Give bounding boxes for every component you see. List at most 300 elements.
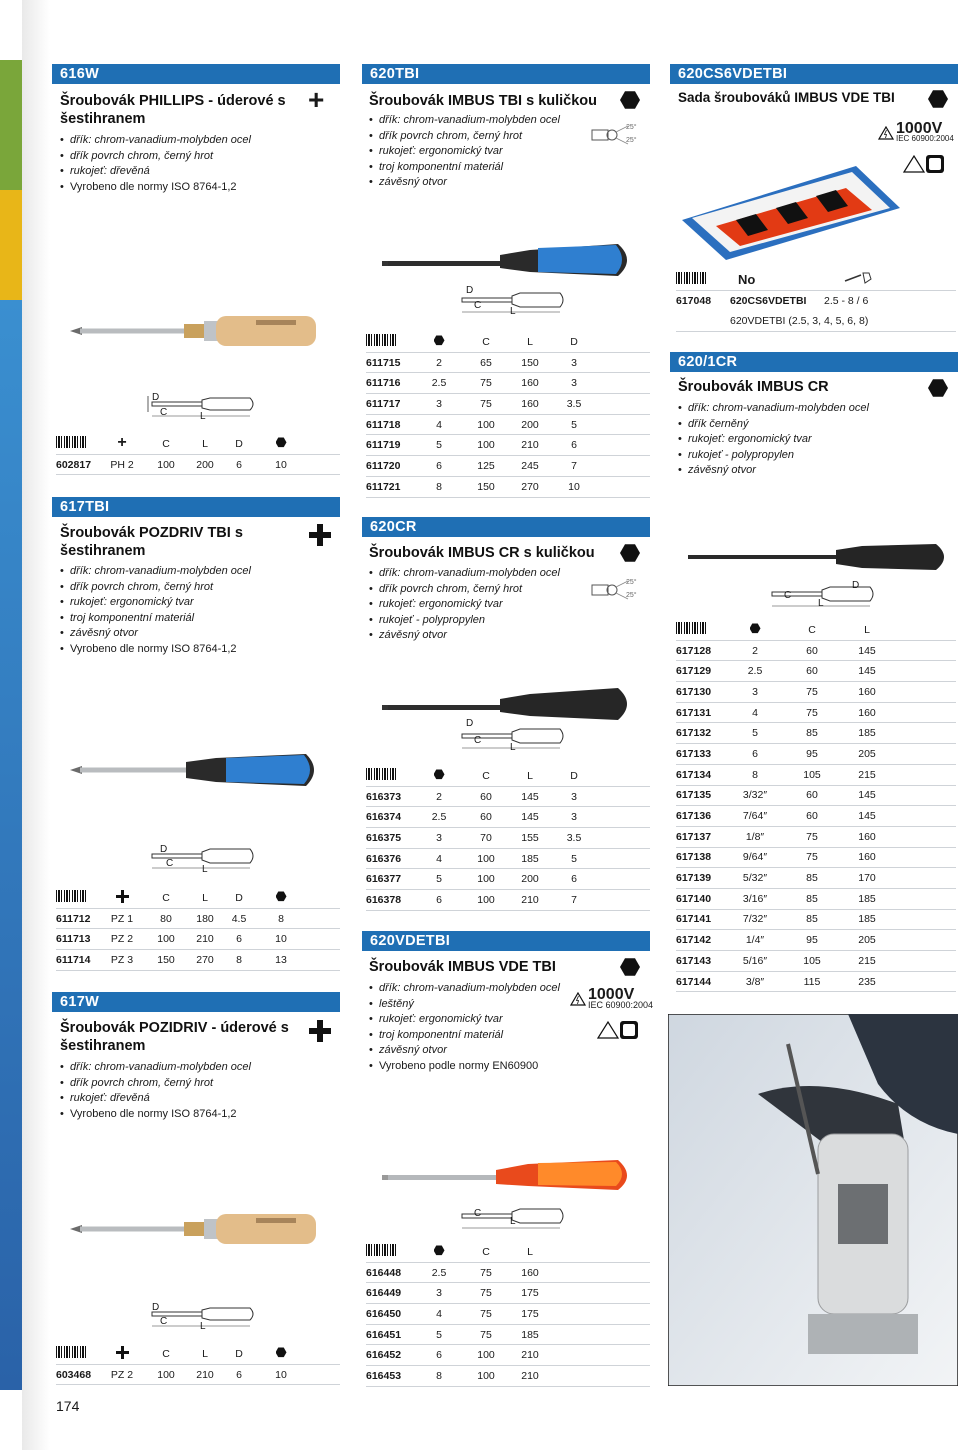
bullet: • rukojeť: ergonomický tvar — [678, 432, 948, 448]
cell: 616375 — [366, 831, 402, 844]
cell: 105 — [803, 954, 821, 967]
cell: 60 — [480, 790, 492, 803]
angle-label: 25° — [626, 579, 637, 586]
table-row — [366, 787, 650, 808]
section-header-617w: 617W — [52, 992, 340, 1012]
cell: 105 — [803, 768, 821, 781]
title-620vdetbi: Šroubovák IMBUS VDE TBI — [369, 959, 556, 975]
col-header: C — [162, 437, 170, 450]
hexagon-icon — [620, 90, 640, 115]
cell: 6 — [571, 439, 577, 452]
hexagon-icon — [414, 335, 464, 349]
bullet: • rukojeť: ergonomický tvar — [369, 1012, 569, 1028]
table-row — [676, 806, 956, 827]
angle-label: 25° — [626, 592, 637, 599]
cell: 616451 — [366, 1328, 402, 1341]
cell: 185 — [521, 1328, 539, 1341]
cell: 8 — [236, 953, 242, 966]
cell: 5/16″ — [742, 954, 768, 967]
cell: 2.5 — [747, 665, 763, 678]
bullet: • dřík povrch chrom, černý hrot — [369, 129, 599, 145]
col-header: C — [162, 1347, 170, 1360]
cell: 205 — [858, 747, 876, 760]
cell: 2 — [436, 356, 442, 369]
section-header-620vdetbi: 620VDETBI — [362, 931, 650, 951]
dim-label-c: C — [160, 1316, 168, 1327]
table-header — [56, 888, 340, 909]
dim-label-d: D — [160, 844, 168, 855]
barcode-icon — [676, 622, 730, 637]
cell: 1/4″ — [745, 934, 765, 947]
cell: 616374 — [366, 811, 402, 824]
cell: 6 — [571, 873, 577, 886]
cell: 617130 — [676, 685, 712, 698]
table-row — [676, 951, 956, 972]
table-row — [56, 950, 340, 971]
cell: 611717 — [366, 397, 401, 410]
size-ruler-icon — [828, 271, 888, 288]
table-header — [366, 1242, 650, 1263]
cell: 75 — [480, 397, 492, 410]
section-header-620-1cr: 620/1CR — [670, 352, 958, 372]
cell: 1/8″ — [745, 830, 765, 843]
cell: 7 — [571, 459, 577, 472]
angle-label: 25° — [626, 137, 637, 144]
barcode-icon — [676, 272, 726, 287]
vde-gs-mark-icon — [596, 1018, 640, 1042]
bullet: • dřík povrch chrom, černý hrot — [60, 580, 330, 596]
bullets-617w — [60, 1060, 330, 1122]
cell: 100 — [477, 852, 495, 865]
hexagon-icon — [928, 378, 948, 403]
table-row — [366, 828, 650, 849]
bullet: • závěsný otvor — [369, 628, 599, 644]
cell: 616453 — [366, 1369, 402, 1382]
cell: 185 — [858, 727, 876, 740]
cell: 8 — [436, 480, 442, 493]
cell: 4 — [752, 706, 758, 719]
angle-label: 25° — [626, 124, 637, 131]
cell: 175 — [521, 1287, 539, 1300]
cell: PZ 2 — [110, 1368, 134, 1381]
table-header — [56, 1344, 340, 1365]
cell: 185 — [858, 913, 876, 926]
section-header-620cr: 620CR — [362, 517, 650, 537]
bullet: • rukojeť: dřevěná — [60, 164, 330, 180]
col-header: L — [527, 335, 533, 348]
bullet: • dřík: chrom-vanadium-molybden ocel — [60, 133, 330, 149]
cell: 75 — [480, 1287, 492, 1300]
cell: 100 — [157, 458, 175, 471]
cell: 210 — [521, 1349, 539, 1362]
cell: 270 — [521, 480, 539, 493]
table-header — [676, 270, 956, 291]
product-image-620vdetbi — [378, 1154, 638, 1194]
col-header: L — [202, 1347, 208, 1360]
cell: 4 — [436, 852, 442, 865]
warning-triangle-icon — [570, 992, 586, 1006]
cell: 5 — [436, 1328, 442, 1341]
cell: 10 — [275, 933, 287, 946]
cell: 611715 — [366, 356, 401, 369]
vde-1000v-badge — [588, 986, 654, 1010]
bullet: • rukojeť: dřevěná — [60, 1091, 330, 1107]
cell: 617143 — [676, 954, 712, 967]
col-header: D — [570, 335, 578, 348]
table-row — [366, 373, 650, 394]
color-strip-green — [0, 60, 22, 190]
cell: 3.5 — [566, 831, 582, 844]
table-row — [676, 765, 956, 786]
cell: 235 — [858, 975, 876, 988]
cell: 2 — [436, 790, 442, 803]
title-620cs6: Sada šroubováků IMBUS VDE TBI — [678, 90, 895, 105]
bullets-620-1cr — [678, 401, 948, 479]
cell: 160 — [521, 377, 539, 390]
number-symbol: No — [738, 272, 756, 288]
dim-label-c: C — [474, 1208, 482, 1219]
cell: 8 — [752, 768, 758, 781]
cell: 75 — [480, 377, 492, 390]
cell: 3 — [436, 1287, 442, 1300]
table-row — [676, 930, 956, 951]
cell: 95 — [806, 747, 818, 760]
hexagon-icon — [256, 1347, 306, 1361]
cell: 210 — [196, 933, 214, 946]
cell: 9/64″ — [742, 851, 768, 864]
warning-triangle-icon — [878, 126, 894, 140]
bullet: • dřík povrch chrom, černý hrot — [60, 149, 330, 165]
cell: 60 — [806, 789, 818, 802]
cell: 85 — [806, 872, 818, 885]
bullet: • závěsný otvor — [369, 175, 599, 191]
vde-1000v-badge — [896, 120, 954, 144]
table-row — [366, 849, 650, 870]
cell: 7/64″ — [742, 810, 768, 823]
cell: 3 — [752, 685, 758, 698]
cell: 617140 — [676, 892, 712, 905]
cell: 617142 — [676, 934, 712, 947]
cell: 6 — [236, 1368, 242, 1381]
bullet: • troj komponentní materiál — [60, 611, 330, 627]
col-header: L — [202, 891, 208, 904]
cell: 5/32″ — [742, 872, 768, 885]
cell: 617131 — [676, 706, 712, 719]
cell: 75 — [806, 685, 818, 698]
hexagon-icon — [730, 623, 780, 637]
bullet: • leštěný — [369, 997, 569, 1013]
product-image-617w — [66, 1210, 326, 1248]
cell: 3 — [571, 356, 577, 369]
cell: 145 — [521, 811, 539, 824]
table-row — [56, 455, 340, 476]
cell: 2.5 — [431, 811, 447, 824]
col-header: C — [482, 335, 490, 348]
product-image-620cs6 — [676, 160, 906, 260]
cell: 617132 — [676, 727, 712, 740]
section-header-616w: 616W — [52, 64, 340, 84]
cell: 145 — [521, 790, 539, 803]
table-row — [676, 682, 956, 703]
cell: 145 — [858, 810, 876, 823]
bullet: • závěsný otvor — [60, 626, 330, 642]
table-row — [366, 477, 650, 498]
table-616w — [56, 434, 340, 475]
table-row — [676, 786, 956, 807]
dimension-diagram-617tbi — [140, 840, 260, 874]
col-header: L — [864, 623, 870, 636]
col-header: D — [235, 891, 243, 904]
table-row — [676, 744, 956, 765]
cell: 7/32″ — [742, 913, 768, 926]
cell: 4 — [436, 418, 442, 431]
vde-gs-mark-icon — [902, 152, 946, 176]
bullet: • dřík černěný — [678, 417, 948, 433]
cell: 611718 — [366, 418, 401, 431]
cell: 100 — [477, 1369, 495, 1382]
cell: 5 — [436, 439, 442, 452]
col-header: C — [808, 623, 816, 636]
cell: 150 — [157, 953, 175, 966]
dim-label-l: L — [510, 1216, 516, 1227]
table-617w — [56, 1344, 340, 1385]
cell: 85 — [806, 727, 818, 740]
cell: 616376 — [366, 852, 402, 865]
cell: 4 — [436, 1307, 442, 1320]
table-row — [366, 353, 650, 374]
cell: 125 — [477, 459, 495, 472]
cell: 611714 — [56, 953, 91, 966]
cell: 75 — [806, 851, 818, 864]
cell: 270 — [196, 953, 214, 966]
dim-label-c: C — [474, 300, 482, 311]
cell: 60 — [806, 665, 818, 678]
cell: 6 — [236, 933, 242, 946]
section-header-617tbi: 617TBI — [52, 497, 340, 517]
barcode-icon — [366, 1244, 414, 1259]
title-620cr: Šroubovák IMBUS CR s kuličkou — [369, 545, 595, 561]
bullet: • Vyrobeno dle normy ISO 8764-1,2 — [60, 1107, 330, 1123]
bullet: • Vyrobeno dle normy ISO 8764-1,2 — [60, 642, 330, 658]
table-row — [676, 848, 956, 869]
cell: 7 — [571, 893, 577, 906]
barcode-icon — [56, 436, 100, 451]
color-strip-blue — [0, 300, 22, 1390]
dim-label-c: C — [160, 407, 168, 418]
cell: 3 — [436, 397, 442, 410]
product-image-616w — [66, 312, 326, 350]
norm-label: IEC 60900:2004 — [896, 134, 954, 143]
cell: 75 — [806, 830, 818, 843]
cell: 4.5 — [231, 912, 247, 925]
voltage-rating: 1000V — [896, 120, 943, 137]
dim-label-c: C — [784, 590, 792, 601]
col-header: C — [162, 891, 170, 904]
bullet: • závěsný otvor — [369, 1043, 569, 1059]
cell: 617144 — [676, 975, 712, 988]
cell: 3 — [436, 831, 442, 844]
cell: 210 — [521, 439, 539, 452]
cell: 170 — [858, 872, 876, 885]
table-row — [56, 1365, 340, 1386]
cell: 245 — [521, 459, 539, 472]
bullet: • Vyrobeno dle normy ISO 8764-1,2 — [60, 180, 330, 196]
cell: PZ 2 — [110, 933, 134, 946]
table-620vdetbi — [366, 1242, 650, 1387]
cell: 210 — [521, 893, 539, 906]
cell: 3 — [571, 811, 577, 824]
page-number: 174 — [56, 1398, 80, 1414]
voltage-rating: 1000V — [588, 986, 635, 1003]
table-row — [366, 1263, 650, 1284]
cell: 8 — [436, 1369, 442, 1382]
hexagon-icon — [928, 89, 948, 114]
table-row — [676, 291, 956, 312]
color-strip-yellow — [0, 190, 22, 300]
cell: 616373 — [366, 790, 402, 803]
cell: 611721 — [366, 480, 401, 493]
barcode-icon — [56, 1346, 100, 1361]
ball-end-icon — [590, 122, 630, 148]
bullet: • dřík: chrom-vanadium-molybden ocel — [369, 981, 569, 997]
pozidriv-icon — [100, 1346, 144, 1362]
col-header: L — [527, 769, 533, 782]
cell: 100 — [477, 893, 495, 906]
table-row — [366, 1283, 650, 1304]
table-row — [56, 909, 340, 930]
cell: 617129 — [676, 665, 712, 678]
cell: 160 — [858, 851, 876, 864]
cell: 3 — [571, 377, 577, 390]
table-row — [366, 1366, 650, 1387]
dim-label-d: D — [152, 392, 160, 403]
table-header — [366, 332, 650, 353]
hexagon-icon — [414, 1245, 464, 1259]
cell: 150 — [521, 356, 539, 369]
cell: 611720 — [366, 459, 401, 472]
cell: 160 — [858, 706, 876, 719]
table-620cr — [366, 766, 650, 911]
cell: 215 — [858, 954, 876, 967]
cell: 611713 — [56, 933, 91, 946]
cell: 200 — [521, 418, 539, 431]
bullet: • rukojeť: ergonomický tvar — [60, 595, 330, 611]
table-row — [366, 807, 650, 828]
bullet: • rukojeť - polypropylen — [678, 448, 948, 464]
cell: 210 — [196, 1368, 214, 1381]
cell: 160 — [521, 1266, 539, 1279]
cell: 215 — [858, 768, 876, 781]
bullet: • dřík: chrom-vanadium-molybden ocel — [369, 566, 599, 582]
table-620-1cr — [676, 620, 956, 992]
table-620cs6 — [676, 270, 956, 332]
cell: 616378 — [366, 893, 402, 906]
title-616w: Šroubovák PHILLIPS - úderové s šestihranem — [60, 93, 286, 127]
bullets-617tbi — [60, 564, 330, 657]
cell: 150 — [477, 480, 495, 493]
dim-label-l: L — [200, 1321, 206, 1332]
title-620-1cr: Šroubovák IMBUS CR — [678, 379, 829, 395]
cell: 205 — [858, 934, 876, 947]
cell: 2.5 — [431, 1266, 447, 1279]
cell: 100 — [477, 873, 495, 886]
dim-label-l: L — [818, 598, 824, 609]
cell: 145 — [858, 644, 876, 657]
cell: 160 — [858, 830, 876, 843]
barcode-icon — [56, 890, 100, 905]
cell: 620CS6VDETBI — [730, 295, 807, 308]
dim-label-l: L — [202, 864, 208, 875]
table-row — [366, 869, 650, 890]
cell: 6 — [436, 893, 442, 906]
bullets-616w — [60, 133, 330, 195]
table-row — [366, 1304, 650, 1325]
cell: 2 — [752, 644, 758, 657]
table-row — [366, 1325, 650, 1346]
cell: 3.5 — [566, 397, 582, 410]
cell: 155 — [521, 831, 539, 844]
barcode-icon — [366, 768, 414, 783]
table-617tbi — [56, 888, 340, 971]
cell: 3/32″ — [742, 789, 768, 802]
cell: 5 — [571, 852, 577, 865]
cell: 80 — [160, 912, 172, 925]
product-image-617tbi — [66, 750, 326, 790]
title-620tbi: Šroubovák IMBUS TBI s kuličkou — [369, 93, 598, 109]
phillips-icon: + — [117, 434, 127, 452]
cell: 8 — [278, 912, 284, 925]
cell: 100 — [157, 1368, 175, 1381]
pozidriv-icon — [309, 1020, 331, 1047]
table-header — [676, 620, 956, 641]
cell: 2.5 - 8 / 6 — [824, 295, 869, 308]
cell: 60 — [806, 810, 818, 823]
cell: 6 — [752, 747, 758, 760]
cell: 616452 — [366, 1349, 402, 1362]
cell: 611719 — [366, 439, 401, 452]
table-row — [366, 1345, 650, 1366]
cell: 5 — [436, 873, 442, 886]
dim-label-l: L — [510, 306, 516, 317]
cell: 160 — [521, 397, 539, 410]
cell: 10 — [275, 458, 287, 471]
cell: 70 — [480, 831, 492, 844]
cell: 616450 — [366, 1307, 402, 1320]
rows-620-1cr — [676, 641, 956, 993]
bullet: • rukojeť - polypropylen — [369, 613, 599, 629]
section-header-620tbi: 620TBI — [362, 64, 650, 84]
cell: 60 — [806, 644, 818, 657]
section-header-620cs6: 620CS6VDETBI — [670, 64, 958, 84]
table-row — [366, 456, 650, 477]
cell: 617139 — [676, 872, 712, 885]
norm-label: IEC 60900:2004 — [588, 1000, 654, 1010]
table-row — [676, 827, 956, 848]
cell: 185 — [521, 852, 539, 865]
cell: 603468 — [56, 1368, 92, 1381]
cell: 611716 — [366, 377, 401, 390]
cell: 620VDETBI (2.5, 3, 4, 5, 6, 8) — [730, 315, 869, 328]
cell: 616449 — [366, 1287, 402, 1300]
bullet: • dřík povrch chrom, černý hrot — [60, 1076, 330, 1092]
col-header: D — [235, 437, 243, 450]
cell: 617134 — [676, 768, 712, 781]
cell: 85 — [806, 892, 818, 905]
table-header — [366, 766, 650, 787]
cell: 13 — [275, 953, 287, 966]
hexagon-icon — [256, 891, 306, 905]
table-row — [676, 910, 956, 931]
